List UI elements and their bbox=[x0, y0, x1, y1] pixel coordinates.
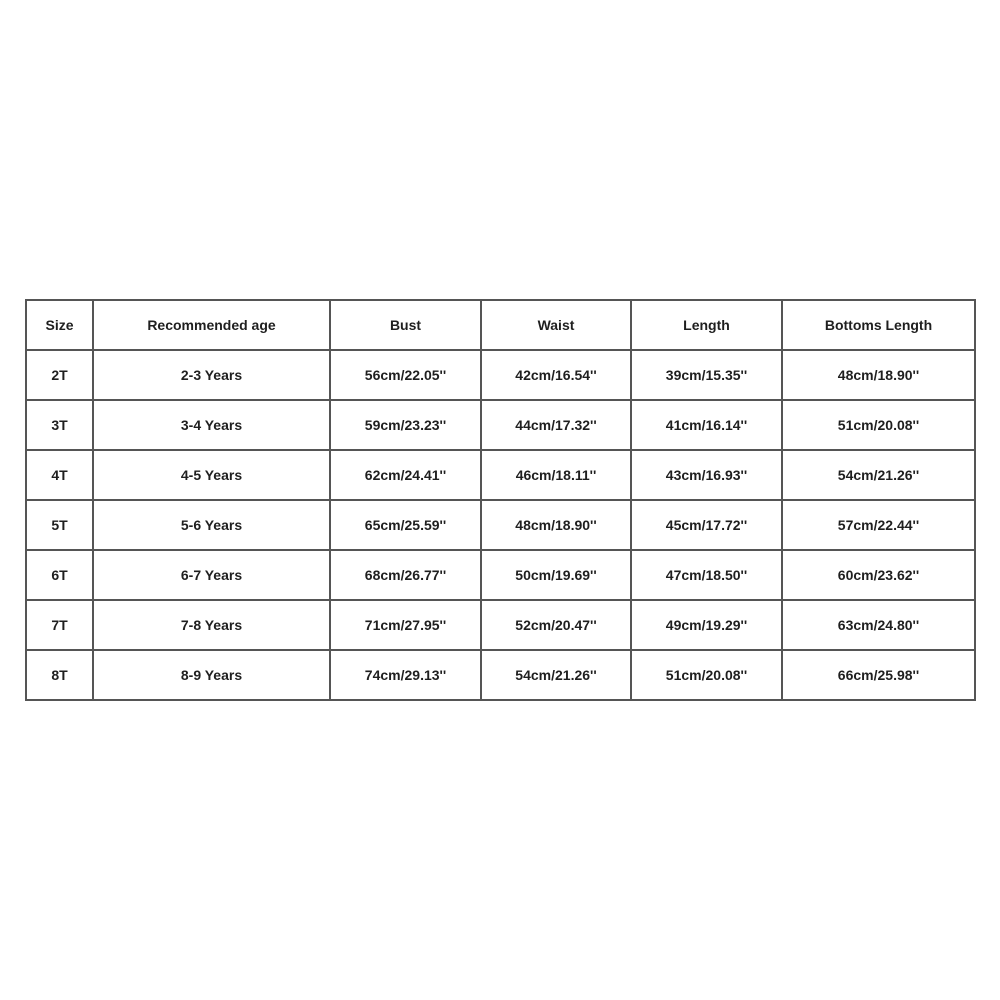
cell-size: 7T bbox=[26, 600, 93, 650]
cell-waist: 54cm/21.26'' bbox=[481, 650, 631, 700]
cell-bottoms-length: 54cm/21.26'' bbox=[782, 450, 975, 500]
table-row bbox=[26, 600, 975, 650]
cell-size: 3T bbox=[26, 400, 93, 450]
cell-length: 51cm/20.08'' bbox=[631, 650, 782, 700]
table-row bbox=[26, 400, 975, 450]
cell-recommended-age: 7-8 Years bbox=[93, 600, 330, 650]
cell-recommended-age: 3-4 Years bbox=[93, 400, 330, 450]
table-row bbox=[26, 350, 975, 400]
cell-length: 43cm/16.93'' bbox=[631, 450, 782, 500]
cell-recommended-age: 6-7 Years bbox=[93, 550, 330, 600]
cell-bust: 74cm/29.13'' bbox=[330, 650, 481, 700]
cell-size: 4T bbox=[26, 450, 93, 500]
cell-length: 39cm/15.35'' bbox=[631, 350, 782, 400]
cell-waist: 44cm/17.32'' bbox=[481, 400, 631, 450]
cell-bottoms-length: 66cm/25.98'' bbox=[782, 650, 975, 700]
cell-length: 41cm/16.14'' bbox=[631, 400, 782, 450]
table-row bbox=[26, 550, 975, 600]
cell-recommended-age: 4-5 Years bbox=[93, 450, 330, 500]
table-row bbox=[26, 500, 975, 550]
cell-bust: 68cm/26.77'' bbox=[330, 550, 481, 600]
cell-bottoms-length: 48cm/18.90'' bbox=[782, 350, 975, 400]
cell-bust: 56cm/22.05'' bbox=[330, 350, 481, 400]
table-row bbox=[26, 650, 975, 700]
cell-bust: 65cm/25.59'' bbox=[330, 500, 481, 550]
cell-length: 49cm/19.29'' bbox=[631, 600, 782, 650]
cell-bottoms-length: 63cm/24.80'' bbox=[782, 600, 975, 650]
cell-waist: 48cm/18.90'' bbox=[481, 500, 631, 550]
cell-size: 6T bbox=[26, 550, 93, 600]
cell-bust: 59cm/23.23'' bbox=[330, 400, 481, 450]
cell-bust: 62cm/24.41'' bbox=[330, 450, 481, 500]
cell-waist: 52cm/20.47'' bbox=[481, 600, 631, 650]
cell-waist: 50cm/19.69'' bbox=[481, 550, 631, 600]
cell-bust: 71cm/27.95'' bbox=[330, 600, 481, 650]
cell-waist: 42cm/16.54'' bbox=[481, 350, 631, 400]
header-bust: Bust bbox=[330, 300, 481, 350]
cell-recommended-age: 2-3 Years bbox=[93, 350, 330, 400]
cell-recommended-age: 5-6 Years bbox=[93, 500, 330, 550]
header-length: Length bbox=[631, 300, 782, 350]
cell-size: 5T bbox=[26, 500, 93, 550]
cell-length: 47cm/18.50'' bbox=[631, 550, 782, 600]
header-waist: Waist bbox=[481, 300, 631, 350]
cell-size: 2T bbox=[26, 350, 93, 400]
cell-waist: 46cm/18.11'' bbox=[481, 450, 631, 500]
cell-recommended-age: 8-9 Years bbox=[93, 650, 330, 700]
header-size: Size bbox=[26, 300, 93, 350]
size-chart-table bbox=[25, 299, 976, 701]
table-row bbox=[26, 450, 975, 500]
table-header-row bbox=[26, 300, 975, 350]
cell-length: 45cm/17.72'' bbox=[631, 500, 782, 550]
cell-size: 8T bbox=[26, 650, 93, 700]
cell-bottoms-length: 60cm/23.62'' bbox=[782, 550, 975, 600]
header-bottoms-length: Bottoms Length bbox=[782, 300, 975, 350]
header-recommended-age: Recommended age bbox=[93, 300, 330, 350]
cell-bottoms-length: 51cm/20.08'' bbox=[782, 400, 975, 450]
cell-bottoms-length: 57cm/22.44'' bbox=[782, 500, 975, 550]
